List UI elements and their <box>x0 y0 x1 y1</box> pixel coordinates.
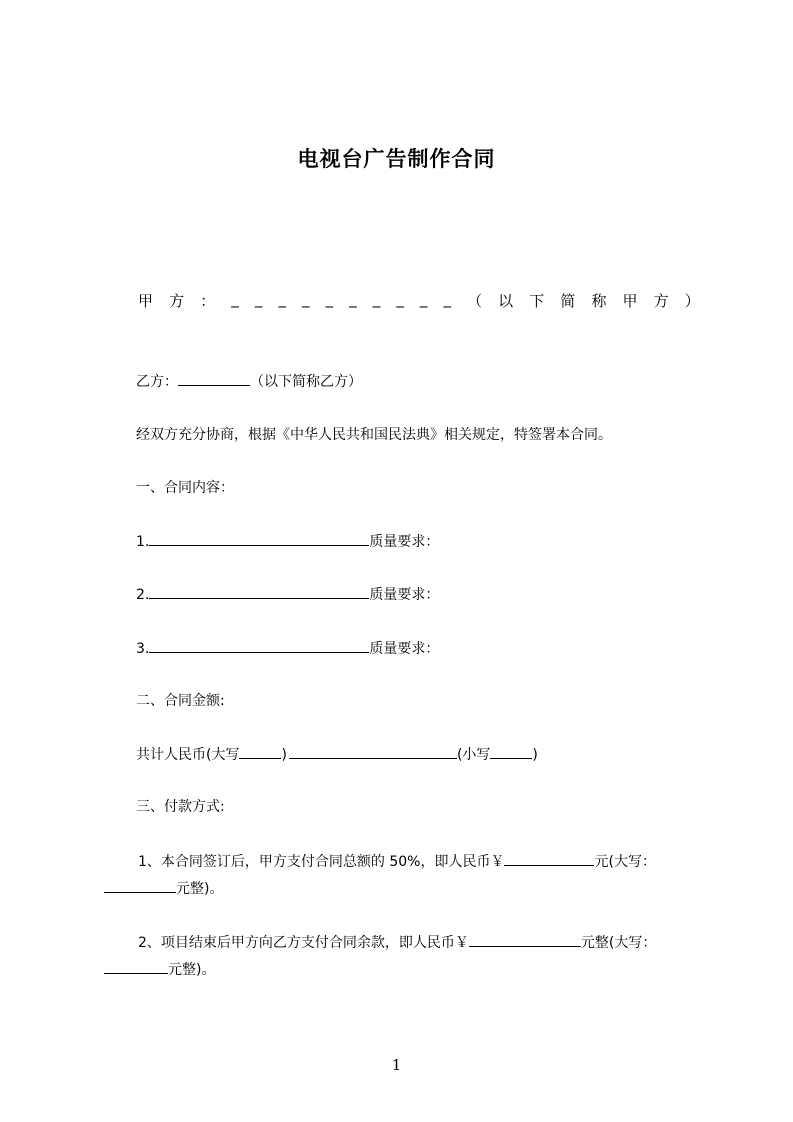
payment-1-text2: 元(大写： <box>594 854 656 870</box>
party-a-char: _ <box>349 290 357 308</box>
party-a-char: _ <box>396 290 404 308</box>
party-a-char: ） <box>684 292 700 310</box>
payment-2-text: 2、项目结束后甲方向乙方支付合同余款，即人民币￥ <box>138 935 469 951</box>
payment-2-blank <box>469 932 581 947</box>
payment-2-line2 <box>104 959 215 980</box>
party-a-char: 下 <box>529 292 545 310</box>
section1-heading: 一、合同内容： <box>136 480 234 496</box>
item-blank <box>149 531 369 546</box>
item-blank <box>149 584 369 599</box>
payment-1-text3: 元整)。 <box>176 881 224 897</box>
amount-close: ) <box>281 747 287 763</box>
payment-1-capital-blank <box>104 878 176 893</box>
amount-blank <box>289 744 457 759</box>
party-a-char: _ <box>302 290 310 308</box>
amount-prefix: 共计人民币(大写 <box>136 747 240 763</box>
amount-small-open: (小写 <box>456 747 491 763</box>
content-item-2 <box>136 584 439 605</box>
party-a-char: _ <box>325 290 334 308</box>
item-blank <box>149 638 369 653</box>
party-b-line <box>136 371 362 392</box>
party-b-suffix: （以下简称乙方） <box>250 374 362 390</box>
amount-small-close: ) <box>532 747 538 763</box>
item-label: 质量要求： <box>369 641 440 657</box>
section2-heading: 二、合同金额: <box>136 693 225 709</box>
content-item-3 <box>136 638 439 659</box>
party-a-char: 简 <box>560 292 576 310</box>
preamble: 经双方充分协商，根据《中华人民共和国民法典》相关规定，特签署本合同。 <box>136 427 612 443</box>
party-a-line <box>138 290 700 312</box>
party-a-char: _ <box>372 290 381 308</box>
party-b-label: 乙方： <box>136 374 178 390</box>
payment-1-blank <box>504 851 594 866</box>
payment-1-line1 <box>138 851 656 872</box>
party-a-char: 方 <box>653 292 669 310</box>
item-label: 质量要求： <box>369 587 440 603</box>
item-number: 1. <box>136 534 150 550</box>
party-a-char: 称 <box>591 292 607 310</box>
page-number: 1 <box>391 1056 402 1074</box>
party-a-char: _ <box>278 290 286 308</box>
amount-small-blank <box>490 744 532 759</box>
item-label: 质量要求： <box>369 534 440 550</box>
document-title: 电视台广告制作合同 <box>297 147 496 171</box>
amount-capital-blank <box>239 744 281 759</box>
item-number: 2. <box>136 587 150 603</box>
party-a-char: _ <box>419 290 428 308</box>
party-a-char: 方 <box>169 292 185 310</box>
party-a-char: （ <box>467 292 483 310</box>
party-a-char: 甲 <box>622 292 638 310</box>
payment-2-capital-blank <box>104 959 168 974</box>
party-a-char: 甲 <box>138 292 154 310</box>
payment-2-text3: 元整)。 <box>168 962 216 978</box>
section3-heading: 三、付款方式: <box>136 799 225 815</box>
party-a-char: ： <box>200 292 216 310</box>
party-a-char: _ <box>231 290 239 308</box>
payment-2-text2: 元整(大写： <box>580 935 657 951</box>
payment-1-line2 <box>104 878 223 899</box>
content-item-1 <box>136 531 439 552</box>
item-number: 3. <box>136 641 150 657</box>
party-a-char: 以 <box>498 292 514 310</box>
party-b-blank <box>178 371 250 386</box>
party-a-char: _ <box>254 290 263 308</box>
party-a-char: _ <box>443 290 451 308</box>
payment-1-text: 1、本合同签订后，甲方支付合同总额的 50%，即人民币￥ <box>138 854 505 870</box>
payment-2-line1 <box>138 932 656 953</box>
amount-line <box>136 744 538 765</box>
